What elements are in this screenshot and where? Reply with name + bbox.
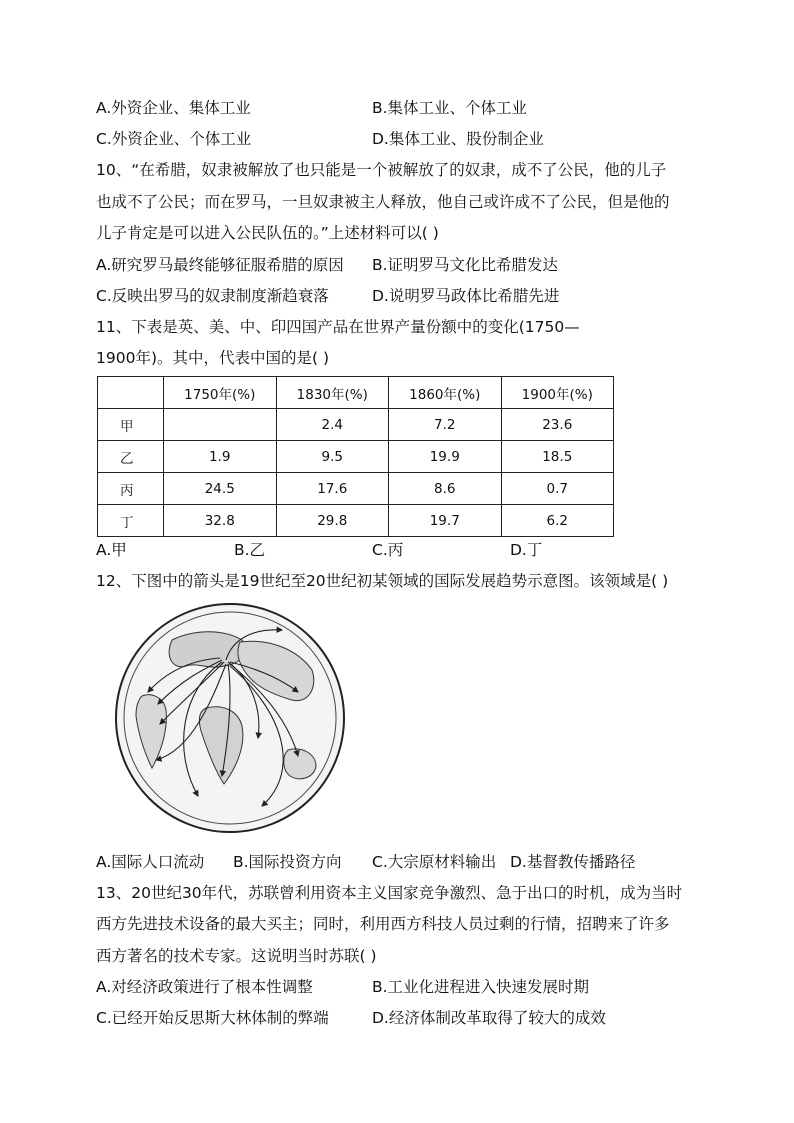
q10-option-d: D.说明罗马政体比希腊先进	[372, 287, 560, 305]
q12-option-c: C.大宗原材料输出	[372, 853, 497, 871]
q10-stem-line-2: 也成不了公民；而在罗马，一旦奴隶被主人释放，他自己或许成不了公民，但是他的	[96, 193, 670, 211]
table-header-cell	[98, 377, 164, 409]
table-row	[98, 505, 614, 537]
q12-stem: 12、下图中的箭头是19世纪至20世纪初某领域的国际发展趋势示意图。该领域是( )	[96, 572, 669, 590]
table-cell: 32.8	[164, 505, 277, 537]
table-row	[98, 473, 614, 505]
table-header-cell: 1750年(%)	[164, 377, 277, 409]
table-cell: 8.6	[389, 473, 502, 505]
table-cell	[164, 409, 277, 441]
q11-option-a: A.甲	[96, 541, 127, 559]
table-cell: 29.8	[276, 505, 389, 537]
table-row-label: 丁	[98, 505, 164, 537]
table-row	[98, 409, 614, 441]
q9-option-d: D.集体工业、股份制企业	[372, 130, 544, 148]
table-cell: 0.7	[501, 473, 614, 505]
table-header-row	[98, 377, 614, 409]
europe-landmass	[169, 632, 246, 667]
globe-map-figure	[112, 600, 348, 836]
q11-stem-line-1: 11、下表是英、美、中、印四国产品在世界产量份额中的变化(1750—	[96, 318, 580, 336]
table-cell: 18.5	[501, 441, 614, 473]
q13-stem-line-2: 西方先进技术设备的最大买主；同时，利用西方科技人员过剩的行情，招聘来了许多	[96, 915, 670, 933]
q10-option-b: B.证明罗马文化比希腊发达	[372, 256, 559, 274]
table-header-cell: 1830年(%)	[276, 377, 389, 409]
q9-option-a: A.外资企业、集体工业	[96, 99, 251, 117]
table-cell: 23.6	[501, 409, 614, 441]
table-cell: 19.7	[389, 505, 502, 537]
table-row-label: 丙	[98, 473, 164, 505]
q9-option-b: B.集体工业、个体工业	[372, 99, 528, 117]
q13-stem-line-1: 13、20世纪30年代，苏联曾利用资本主义国家竞争激烈、急于出口的时机，成为当时	[96, 884, 683, 902]
q12-option-d: D.基督教传播路径	[510, 853, 636, 871]
q13-stem-line-3: 西方著名的技术专家。这说明当时苏联( )	[96, 947, 377, 965]
q10-option-c: C.反映出罗马的奴隶制度渐趋衰落	[96, 287, 329, 305]
q13-option-a: A.对经济政策进行了根本性调整	[96, 978, 313, 996]
q13-option-c: C.已经开始反思斯大林体制的弊端	[96, 1009, 329, 1027]
q10-stem-line-3: 儿子肯定是可以进入公民队伍的。”上述材料可以( )	[96, 224, 439, 242]
table-header-cell: 1860年(%)	[389, 377, 502, 409]
q12-option-a: A.国际人口流动	[96, 853, 205, 871]
table-row-label: 乙	[98, 441, 164, 473]
table-cell: 17.6	[276, 473, 389, 505]
table-cell: 24.5	[164, 473, 277, 505]
q12-option-b: B.国际投资方向	[233, 853, 342, 871]
q13-option-d: D.经济体制改革取得了较大的成效	[372, 1009, 606, 1027]
table-header-cell: 1900年(%)	[501, 377, 614, 409]
q11-option-c: C.丙	[372, 541, 404, 559]
q11-option-d: D.丁	[510, 541, 543, 559]
q11-stem-line-2: 1900年)。其中，代表中国的是( )	[96, 349, 330, 367]
q9-option-c: C.外资企业、个体工业	[96, 130, 252, 148]
table-row-label: 甲	[98, 409, 164, 441]
q11-data-table	[97, 376, 614, 537]
q13-option-b: B.工业化进程进入快速发展时期	[372, 978, 590, 996]
q10-stem-line-1: 10、“在希腊，奴隶被解放了也只能是一个被解放了的奴隶，成不了公民，他的儿子	[96, 161, 667, 179]
table-cell: 6.2	[501, 505, 614, 537]
table-cell: 1.9	[164, 441, 277, 473]
table-cell: 9.5	[276, 441, 389, 473]
table-cell: 7.2	[389, 409, 502, 441]
table-row	[98, 441, 614, 473]
q10-option-a: A.研究罗马最终能够征服希腊的原因	[96, 256, 344, 274]
table-cell: 19.9	[389, 441, 502, 473]
table-cell: 2.4	[276, 409, 389, 441]
q11-option-b: B.乙	[234, 541, 266, 559]
